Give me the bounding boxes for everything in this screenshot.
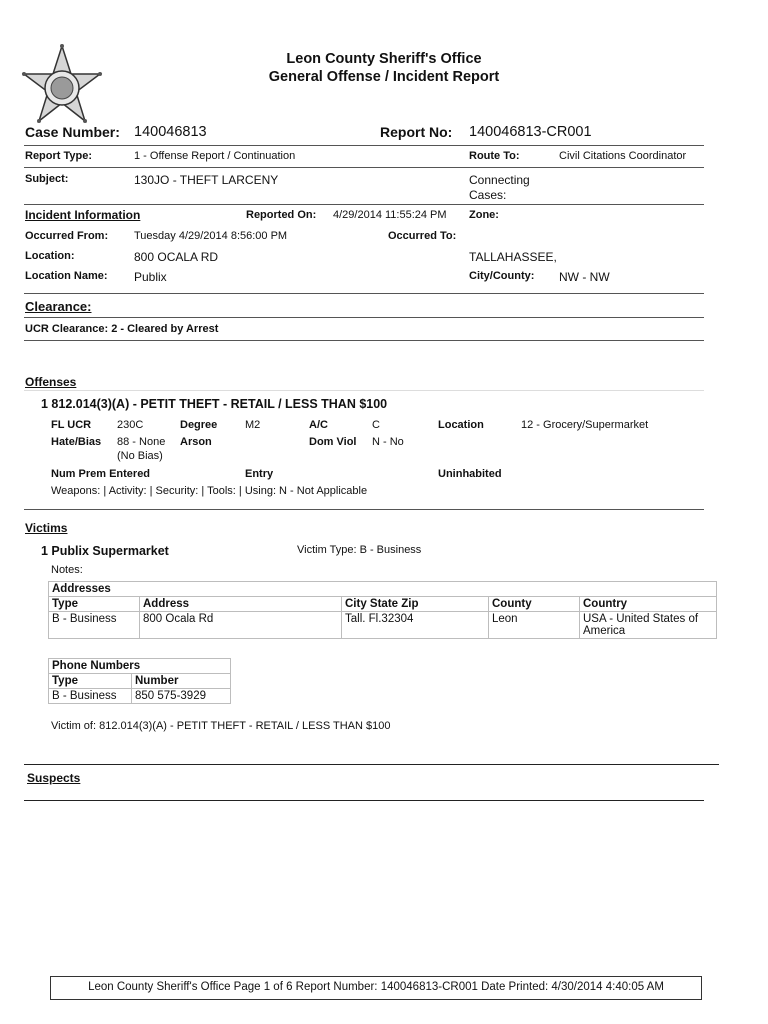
addr-header-county: County	[489, 597, 580, 612]
phone-header-number: Number	[132, 674, 231, 689]
occurred-from: Tuesday 4/29/2014 8:56:00 PM	[134, 230, 288, 242]
ac: C	[372, 419, 380, 431]
occurred-from-label: Occurred From:	[25, 230, 109, 242]
route-to-label: Route To:	[469, 150, 520, 162]
addr-type: B - Business	[49, 612, 140, 639]
report-type: 1 - Offense Report / Continuation	[134, 150, 296, 162]
phone-number: 850 575-3929	[132, 689, 231, 704]
addr-header-country: Country	[580, 597, 717, 612]
hate-bias-label: Hate/Bias	[51, 436, 102, 448]
location-label: Location:	[25, 250, 75, 262]
victim-of: Victim of: 812.014(3)(A) - PETIT THEFT - RETAIL / LESS THAN $100	[51, 720, 391, 732]
location-name-label: Location Name:	[25, 270, 108, 282]
addr-address: 800 Ocala Rd	[140, 612, 342, 639]
offense-location-label: Location	[438, 419, 484, 431]
phone-header-type: Type	[49, 674, 132, 689]
addr-county: Leon	[489, 612, 580, 639]
subject: 130JO - THEFT LARCENY	[134, 173, 279, 187]
arson-label: Arson	[180, 436, 212, 448]
occurred-to-label: Occurred To:	[388, 230, 457, 242]
notes-label: Notes:	[51, 564, 83, 576]
agency-name: Leon County Sheriff's Office	[286, 51, 482, 67]
hate-bias: 88 - None	[117, 436, 166, 448]
offense-location: 12 - Grocery/Supermarket	[521, 419, 649, 431]
divider	[24, 764, 719, 765]
addr-city: Tall. Fl.32304	[342, 612, 489, 639]
location-name: Publix	[134, 270, 167, 284]
report-type-label: Report Type:	[25, 150, 93, 162]
num-prem-label: Num Prem Entered	[51, 468, 151, 480]
reported-on-label: Reported On:	[246, 209, 317, 221]
table-row	[49, 612, 717, 639]
case-number: 140046813	[134, 124, 207, 140]
suspects-heading: Suspects	[27, 771, 81, 785]
page-footer	[50, 976, 702, 1000]
footer-text: Leon County Sheriff's Office Page 1 of 6 Report Number: 140046813-CR001 Date Printed: 4/30/2014 4:40:05 AM	[88, 981, 664, 993]
addr-country: USA - United States of America	[580, 612, 717, 639]
divider	[24, 145, 704, 146]
route-to: Civil Citations Coordinator	[559, 150, 687, 162]
table-row	[49, 689, 231, 704]
clearance-heading: Clearance:	[25, 299, 92, 314]
divider	[24, 800, 704, 801]
phone-table	[48, 658, 231, 704]
divider	[24, 340, 704, 341]
divider	[24, 509, 704, 510]
victim-name: 1 Publix Supermarket	[41, 544, 169, 558]
phone-label: Phone Numbers	[49, 659, 231, 674]
zone-label: Zone:	[469, 209, 499, 221]
city-county: NW - NW	[559, 270, 610, 284]
connecting-cases-label-2: Cases:	[469, 188, 507, 202]
offenses-heading: Offenses	[25, 375, 77, 389]
victim-type: Victim Type: B - Business	[297, 544, 422, 556]
dom-viol-label: Dom Viol	[309, 436, 357, 448]
fl-ucr-label: FL UCR	[51, 419, 92, 431]
subject-label: Subject:	[25, 173, 69, 185]
report-no: 140046813-CR001	[469, 124, 592, 140]
report-title: General Offense / Incident Report	[268, 69, 500, 85]
dom-viol: N - No	[372, 436, 404, 448]
phone-type: B - Business	[49, 689, 132, 704]
report-no-label: Report No:	[380, 124, 453, 140]
degree-label: Degree	[180, 419, 218, 431]
divider	[24, 167, 704, 168]
city: TALLAHASSEE,	[469, 250, 557, 264]
divider	[24, 390, 704, 391]
divider	[24, 317, 704, 318]
offense-title: 1 812.014(3)(A) - PETIT THEFT - RETAIL / LESS THAN $100	[41, 397, 388, 411]
addr-header-type: Type	[49, 597, 140, 612]
city-county-label: City/County:	[469, 270, 535, 282]
location: 800 OCALA RD	[134, 250, 219, 264]
uninhabited-label: Uninhabited	[438, 468, 502, 480]
divider	[24, 204, 704, 205]
ac-label: A/C	[309, 419, 328, 431]
reported-on: 4/29/2014 11:55:24 PM	[333, 209, 447, 221]
addresses-table	[48, 581, 717, 639]
case-number-label: Case Number:	[25, 124, 120, 140]
incident-info-heading: Incident Information	[25, 208, 141, 222]
addr-header-city: City State Zip	[342, 597, 489, 612]
addr-header-address: Address	[140, 597, 342, 612]
divider	[24, 293, 704, 294]
ucr-clearance: UCR Clearance: 2 - Cleared by Arrest	[25, 323, 219, 335]
connecting-cases-label: Connecting	[469, 173, 530, 187]
weapons-line: Weapons: | Activity: | Security: | Tools: | Using: N - Not Applicable	[51, 485, 368, 497]
victims-heading: Victims	[25, 521, 68, 535]
addresses-label: Addresses	[49, 582, 717, 597]
entry-label: Entry	[245, 468, 274, 480]
hate-bias-2: (No Bias)	[117, 450, 163, 462]
degree: M2	[245, 419, 261, 431]
fl-ucr: 230C	[117, 419, 144, 431]
